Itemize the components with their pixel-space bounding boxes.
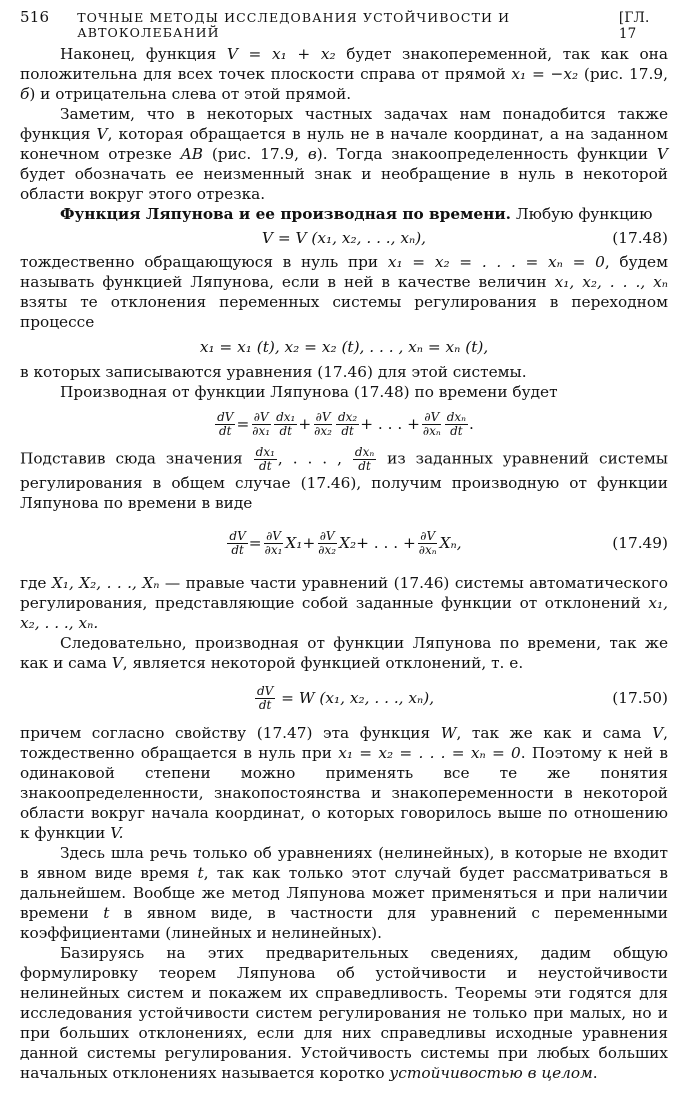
- emphasis: устойчивостью в целом: [389, 1064, 593, 1082]
- paragraph: Подставив сюда значения $\frac{\text{dx₁}}{dt}$ , . . . , $\frac{\text{dxₙ}}{dt}$ из заданных уравнений системы регулирования в общем случае (17.46), получим производную от функции Ляпунова по времени в виде: [20, 445, 668, 512]
- paragraph: где X₁, X₂, . . ., Xₙ — правые части уравнений (17.46) системы автоматического регулирования, представляющие собой заданные функции от отклонений x₁, x₂, . . ., xₙ.: [20, 574, 668, 632]
- paragraph: Следовательно, производная от функции Ляпунова по времени, так же как и сама V, является некоторой функцией отклонений, т. е.: [20, 634, 668, 672]
- equation-number: (17.50): [612, 689, 668, 707]
- equation-number: (17.49): [612, 534, 668, 552]
- paragraph: Базируясь на этих предварительных сведениях, дадим общую формулировку теорем Ляпунова об устойчивости и неустойчивости нелинейных систем и покажем их справедливость. Теоремы эти годятся для исследования устойчивости систем регулирования не только при малых, но и при больших отклонениях, если для них справедливы исходные уравнения данной системы регулирования. Устойчивость системы при любых больших начальных отклонениях называется коротко устойчивостью в целом.: [20, 944, 668, 1082]
- paragraph: Наконец, функция V = x₁ + x₂ будет знакопеременной, так как она положительна для всех точек плоскости справа от прямой x₁ = −x₂ (рис. 17.9, б) и отрицательна слева от этой прямой.: [20, 45, 668, 103]
- running-header: [20, 8, 668, 42]
- paragraph: в которых записываются уравнения (17.46) для этой системы.: [20, 363, 527, 381]
- page: [20, 8, 668, 1083]
- paragraph: тождественно обращающуюся в нуль при x₁ = x₂ = . . . = xₙ = 0, будем называть функцией Ляпунова, если в ней в качестве величин x₁, x₂, . . ., xₙ взяты те отклонения переменных системы регулирования в переходном процессе: [20, 253, 669, 331]
- equation-17-48: V = V (x₁, x₂, . . ., xₙ), (17.48): [261, 229, 668, 247]
- equation-17-50: $\frac{dV}{dt}$ = W (x₁, x₂, . . ., xₙ), (17.50): [256, 683, 668, 712]
- equation-derivative: $\frac{dV}{dt}$ = $\frac{\partial V}{\text{∂x₁}}$ $\frac{\text{dx₁}}{dt}$ + $\frac{\partial V}{\text{∂x₂}}$ $\frac{\text{dx₂}}{dt}$ + . . . + $\frac{\partial V}{\text{∂xₙ}}$ $\frac{\text{dxₙ}}{dt}$ .: [217, 409, 474, 438]
- header-chapter: [ГЛ. 17: [618, 10, 650, 42]
- section-heading: Функция Ляпунова и ее производная по времени.: [60, 205, 511, 223]
- equation-trajectories: x₁ = x₁ (t), x₂ = x₂ (t), . . . , xₙ = xₙ (t),: [199, 338, 489, 356]
- paragraph: Здесь шла речь только об уравнениях (нелинейных), в которые не входит в явном виде время t, так как только этот случай будет рассматриваться в дальнейшем. Вообще же метод Ляпунова может применяться и при наличии времени t в явном виде, в частности для уравнений с переменными коэффициентами (линейных и нелинейных).: [20, 844, 668, 942]
- page-number: 516: [20, 8, 50, 26]
- body-text: [20, 44, 668, 1083]
- paragraph: причем согласно свойству (17.47) эта функция W, так же как и сама V, тождественно обращается в нуль при x₁ = x₂ = . . . = xₙ = 0. Поэтому к ней в одинаковой степени можно применять все те же понятия знакоопределенности, знакопостоянства и знакопеременности в некоторой области вокруг начала координат, о которых говорилось выше по отношению к функции V.: [20, 724, 668, 842]
- paragraph: Функция Ляпунова и ее производная по времени. Любую функцию: [60, 205, 653, 223]
- equation-number: (17.48): [612, 229, 668, 247]
- equation-17-49: $\frac{dV}{dt}$ = $\frac{\partial V}{\text{∂x₁}}$ X₁ + $\frac{\partial V}{\text{∂x₂}}$ X₂ + . . . + $\frac{\partial V}{\text{∂xₙ}}$ Xₙ, (17.49): [229, 528, 668, 557]
- header-title: ТОЧНЫЕ МЕТОДЫ ИССЛЕДОВАНИЯ УСТОЙЧИВОСТИ И АВТОКОЛЕБАНИЙ: [77, 10, 511, 40]
- paragraph: Заметим, что в некоторых частных задачах нам понадобится также функция V, которая обращается в нуль не в начале координат, а на заданном конечном отрезке AB (рис. 17.9, в). Тогда знакоопределенность функции V будет обозначать ее неизменный знак и необращение в нуль в некоторой области вокруг этого отрезка.: [20, 105, 668, 203]
- paragraph: Производная от функции Ляпунова (17.48) по времени будет: [60, 383, 558, 401]
